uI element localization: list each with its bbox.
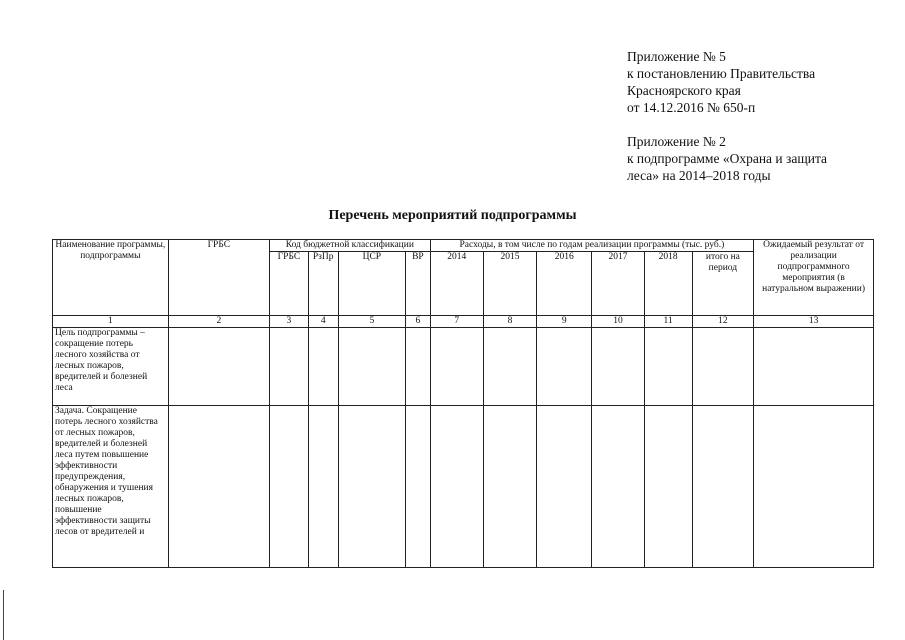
header-row-1 bbox=[53, 240, 874, 252]
appendix5-line-4: от 14.12.2016 № 650-п bbox=[627, 100, 756, 115]
table-cell bbox=[644, 328, 692, 406]
table-cell bbox=[430, 328, 483, 406]
col-number: 12 bbox=[692, 316, 753, 328]
subheader-rzpr: РзПр bbox=[308, 252, 338, 316]
appendix5-line-1: Приложение № 5 bbox=[627, 49, 726, 64]
activities-table bbox=[52, 239, 874, 568]
col-number: 8 bbox=[483, 316, 536, 328]
table-cell bbox=[592, 406, 644, 568]
table-cell bbox=[168, 328, 269, 406]
scan-edge-line bbox=[3, 590, 4, 640]
column-numbers-row bbox=[53, 316, 874, 328]
subheader-csr: ЦСР bbox=[338, 252, 406, 316]
table-cell bbox=[406, 328, 431, 406]
goal-text: Цель подпрограммы – сокращение потерь лесного хозяйства от лесных пожаров, вредителей и болезней леса bbox=[53, 328, 169, 406]
header-name: Наименование программы, подпрограммы bbox=[53, 240, 169, 316]
table-row-goal bbox=[53, 328, 874, 406]
table-cell bbox=[537, 328, 592, 406]
col-number: 5 bbox=[338, 316, 406, 328]
col-number: 7 bbox=[430, 316, 483, 328]
table-cell bbox=[308, 328, 338, 406]
table-cell bbox=[592, 328, 644, 406]
table-cell bbox=[754, 406, 874, 568]
subheader-vr: ВР bbox=[406, 252, 431, 316]
appendix5-line-2: к постановлению Правительства bbox=[627, 66, 816, 81]
subheader-total: итого на период bbox=[692, 252, 753, 316]
col-number: 6 bbox=[406, 316, 431, 328]
header-kbk: Код бюджетной классификации bbox=[269, 240, 430, 252]
col-number: 10 bbox=[592, 316, 644, 328]
header-result: Ожидаемый результат от реализации подпрограммного мероприятия (в натуральном выражении) bbox=[754, 240, 874, 316]
appendix2-line-2: к подпрограмме «Охрана и защита bbox=[627, 151, 828, 166]
header-expenses: Расходы, в том числе по годам реализации программы (тыс. руб.) bbox=[430, 240, 753, 252]
page-title: Перечень мероприятий подпрограммы bbox=[328, 208, 577, 223]
table-cell bbox=[692, 328, 753, 406]
table-cell bbox=[430, 406, 483, 568]
table-cell bbox=[168, 406, 269, 568]
appendix2-line-1: Приложение № 2 bbox=[627, 134, 726, 149]
table-cell bbox=[269, 328, 308, 406]
table-cell bbox=[692, 406, 753, 568]
appendix2-line-3: леса» на 2014–2018 годы bbox=[627, 168, 771, 183]
subheader-2014: 2014 bbox=[430, 252, 483, 316]
subheader-2017: 2017 bbox=[592, 252, 644, 316]
subheader-grbs: ГРБС bbox=[269, 252, 308, 316]
table-cell bbox=[308, 406, 338, 568]
table-cell bbox=[754, 328, 874, 406]
subheader-2016: 2016 bbox=[537, 252, 592, 316]
col-number: 13 bbox=[754, 316, 874, 328]
col-number: 11 bbox=[644, 316, 692, 328]
table-cell bbox=[406, 406, 431, 568]
table-cell bbox=[338, 406, 406, 568]
table-cell bbox=[483, 406, 536, 568]
col-number: 1 bbox=[53, 316, 169, 328]
appendix-spacer bbox=[627, 116, 827, 133]
col-number: 4 bbox=[308, 316, 338, 328]
appendix-block bbox=[627, 48, 827, 184]
table-cell bbox=[537, 406, 592, 568]
subheader-2015: 2015 bbox=[483, 252, 536, 316]
col-number: 3 bbox=[269, 316, 308, 328]
table-cell bbox=[483, 328, 536, 406]
col-number: 2 bbox=[168, 316, 269, 328]
table-row-task bbox=[53, 406, 874, 568]
table-cell bbox=[338, 328, 406, 406]
header-grbs: ГРБС bbox=[168, 240, 269, 316]
subheader-2018: 2018 bbox=[644, 252, 692, 316]
task-text: Задача. Сокращение потерь лесного хозяйства от лесных пожаров, вредителей и болезней леса путем повышение эффективности предупреждения, обнаружения и тушения лесных пожаров, повышение эффективности защиты лесов от вредителей и bbox=[53, 406, 169, 568]
table-cell bbox=[644, 406, 692, 568]
col-number: 9 bbox=[537, 316, 592, 328]
appendix5-line-3: Красноярского края bbox=[627, 83, 741, 98]
table-cell bbox=[269, 406, 308, 568]
